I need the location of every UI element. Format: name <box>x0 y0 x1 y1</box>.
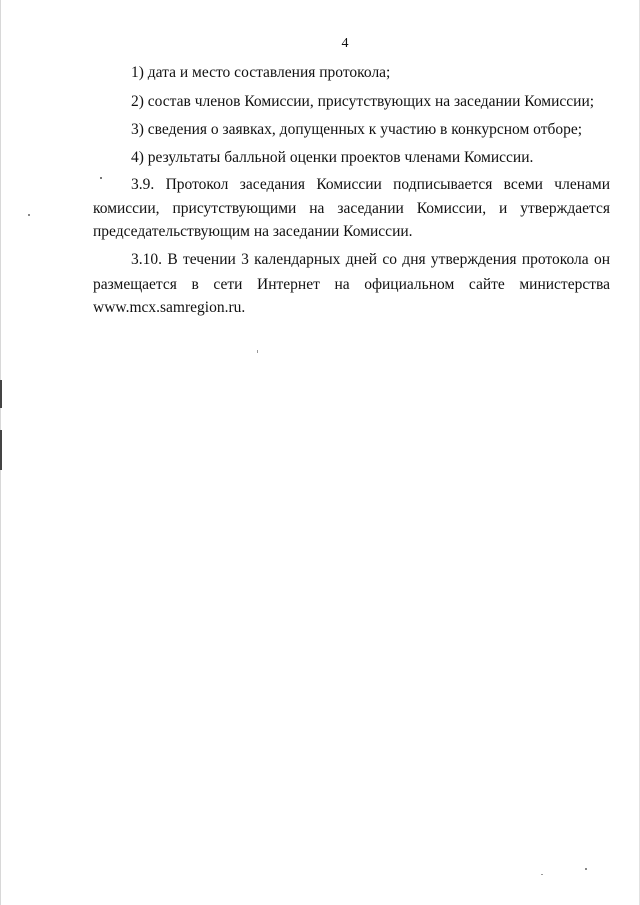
scan-dot-1 <box>100 177 102 179</box>
paragraph-3-10-line-1: 3.10. В течении 3 календарных дней со дня утверждения протокола он <box>131 251 610 268</box>
scan-dot-4 <box>585 868 587 870</box>
scan-mark-left-1 <box>0 380 2 408</box>
scan-dot-3 <box>257 350 258 353</box>
scan-dot-2 <box>28 214 30 216</box>
scan-mark-left-2 <box>0 430 2 470</box>
scan-dot-5 <box>541 874 543 875</box>
paragraph-3-10-line-2: размещается в сети Интернет на официальном сайте министерства <box>93 276 610 293</box>
paragraph-3-9-line-3: председательствующим на заседании Комиссии. <box>93 223 413 240</box>
list-item-2: 2) состав членов Комиссии, присутствующих на заседании Комиссии; <box>131 93 595 110</box>
paragraph-3-10-line-3: www.mcx.samregion.ru. <box>93 299 246 316</box>
paragraph-3-9-line-2: комиссии, присутствующими на заседании Комиссии, и утверждается <box>93 200 610 217</box>
paragraph-3-9-line-1: 3.9. Протокол заседания Комиссии подписывается всеми членами <box>131 176 610 193</box>
page-number: 4 <box>341 36 349 51</box>
list-item-1: 1) дата и место составления протокола; <box>131 64 391 81</box>
list-item-3: 3) сведения о заявках, допущенных к участию в конкурсном отборе; <box>131 121 583 138</box>
list-item-4: 4) результаты балльной оценки проектов членами Комиссии. <box>131 149 534 166</box>
